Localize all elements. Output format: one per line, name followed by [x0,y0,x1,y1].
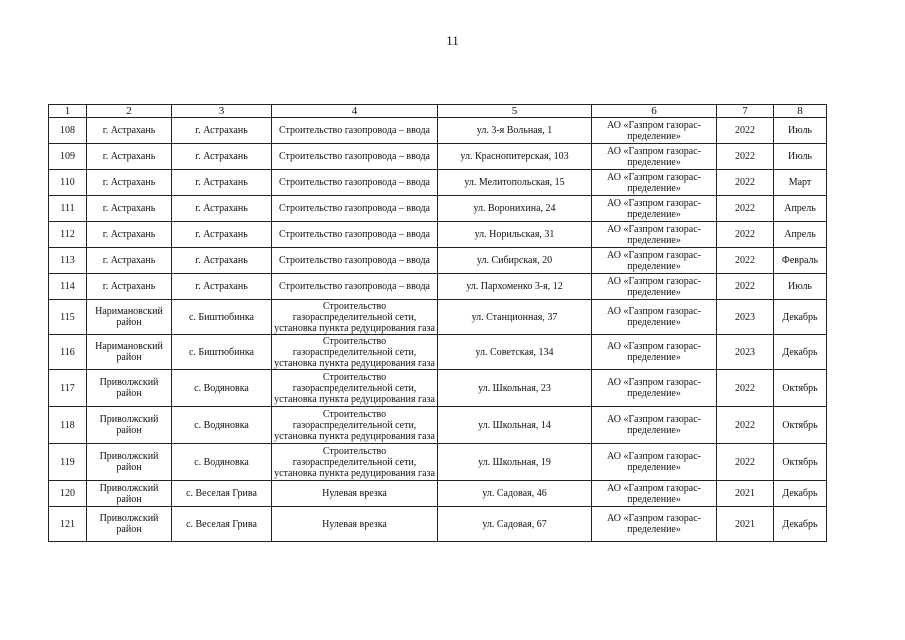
cell-work: Строительство газораспределительной сети, установка пункта редуцирования газа [272,335,438,370]
cell-number: 120 [49,481,87,507]
cell-address: ул. Воронихина, 24 [438,196,592,222]
table-row [49,170,827,196]
cell-month: Февраль [774,248,827,274]
cell-district: Приволжский район [87,481,172,507]
table-row [49,248,827,274]
cell-address: ул. Краснопитерская, 103 [438,144,592,170]
cell-locality: с. Водяновка [172,370,272,407]
cell-year: 2021 [717,481,774,507]
header-row [49,105,827,118]
cell-month: Март [774,170,827,196]
cell-work: Нулевая врезка [272,481,438,507]
cell-organization: АО «Газпром газорас-пределение» [592,300,717,335]
cell-work: Строительство газопровода – ввода [272,222,438,248]
cell-year: 2022 [717,248,774,274]
cell-address: ул. 3-я Вольная, 1 [438,118,592,144]
cell-address: ул. Садовая, 46 [438,481,592,507]
cell-year: 2023 [717,335,774,370]
cell-year: 2022 [717,118,774,144]
cell-number: 115 [49,300,87,335]
table-row [49,507,827,542]
cell-locality: с. Водяновка [172,407,272,444]
table-row [49,196,827,222]
cell-district: г. Астрахань [87,196,172,222]
cell-district: Приволжский район [87,370,172,407]
cell-organization: АО «Газпром газорас-пределение» [592,444,717,481]
cell-organization: АО «Газпром газорас-пределение» [592,507,717,542]
cell-number: 113 [49,248,87,274]
cell-locality: с. Биштюбинка [172,300,272,335]
cell-number: 119 [49,444,87,481]
cell-year: 2022 [717,274,774,300]
cell-address: ул. Садовая, 67 [438,507,592,542]
cell-work: Строительство газораспределительной сети, установка пункта редуцирования газа [272,407,438,444]
table-row [49,222,827,248]
cell-organization: АО «Газпром газорас-пределение» [592,481,717,507]
cell-address: ул. Школьная, 19 [438,444,592,481]
cell-month: Декабрь [774,481,827,507]
cell-organization: АО «Газпром газорас-пределение» [592,370,717,407]
cell-work: Строительство газопровода – ввода [272,274,438,300]
cell-locality: г. Астрахань [172,118,272,144]
cell-district: Приволжский район [87,444,172,481]
cell-month: Декабрь [774,300,827,335]
table-row [49,481,827,507]
cell-locality: г. Астрахань [172,144,272,170]
cell-month: Апрель [774,196,827,222]
cell-organization: АО «Газпром газорас-пределение» [592,248,717,274]
table-row [49,118,827,144]
cell-district: г. Астрахань [87,170,172,196]
cell-month: Апрель [774,222,827,248]
gasification-table [48,104,827,542]
cell-work: Строительство газопровода – ввода [272,248,438,274]
col-header: 5 [438,105,592,118]
cell-address: ул. Советская, 134 [438,335,592,370]
col-header: 8 [774,105,827,118]
cell-number: 118 [49,407,87,444]
cell-district: г. Астрахань [87,248,172,274]
cell-district: Наримановский район [87,335,172,370]
cell-address: ул. Станционная, 37 [438,300,592,335]
cell-month: Июль [774,118,827,144]
cell-number: 110 [49,170,87,196]
cell-locality: г. Астрахань [172,196,272,222]
cell-month: Декабрь [774,335,827,370]
cell-year: 2022 [717,144,774,170]
cell-locality: с. Веселая Грива [172,507,272,542]
cell-district: Приволжский район [87,407,172,444]
col-header: 2 [87,105,172,118]
cell-address: ул. Норильская, 31 [438,222,592,248]
cell-month: Июль [774,144,827,170]
cell-number: 108 [49,118,87,144]
table-row [49,335,827,370]
cell-district: г. Астрахань [87,222,172,248]
cell-district: Наримановский район [87,300,172,335]
cell-district: г. Астрахань [87,274,172,300]
cell-locality: с. Водяновка [172,444,272,481]
cell-number: 111 [49,196,87,222]
cell-organization: АО «Газпром газорас-пределение» [592,335,717,370]
cell-year: 2022 [717,407,774,444]
cell-year: 2023 [717,300,774,335]
cell-month: Декабрь [774,507,827,542]
cell-number: 121 [49,507,87,542]
cell-address: ул. Сибирская, 20 [438,248,592,274]
col-header: 6 [592,105,717,118]
cell-month: Июль [774,274,827,300]
cell-district: Приволжский район [87,507,172,542]
cell-month: Октябрь [774,444,827,481]
cell-work: Строительство газораспределительной сети, установка пункта редуцирования газа [272,370,438,407]
cell-organization: АО «Газпром газорас-пределение» [592,196,717,222]
cell-number: 117 [49,370,87,407]
cell-work: Строительство газопровода – ввода [272,170,438,196]
cell-year: 2022 [717,170,774,196]
cell-locality: г. Астрахань [172,222,272,248]
cell-year: 2022 [717,196,774,222]
cell-work: Строительство газопровода – ввода [272,196,438,222]
cell-number: 114 [49,274,87,300]
cell-locality: г. Астрахань [172,274,272,300]
table-row [49,370,827,407]
cell-address: ул. Школьная, 14 [438,407,592,444]
cell-work: Нулевая врезка [272,507,438,542]
cell-address: ул. Школьная, 23 [438,370,592,407]
cell-district: г. Астрахань [87,118,172,144]
table-row [49,407,827,444]
page-number: 11 [446,33,459,48]
table-row [49,300,827,335]
cell-work: Строительство газораспределительной сети, установка пункта редуцирования газа [272,300,438,335]
col-header: 4 [272,105,438,118]
cell-organization: АО «Газпром газорас-пределение» [592,118,717,144]
cell-work: Строительство газопровода – ввода [272,118,438,144]
table-row [49,444,827,481]
cell-organization: АО «Газпром газорас-пределение» [592,144,717,170]
cell-organization: АО «Газпром газорас-пределение» [592,407,717,444]
cell-year: 2022 [717,370,774,407]
cell-work: Строительство газопровода – ввода [272,144,438,170]
cell-address: ул. Мелитопольская, 15 [438,170,592,196]
cell-address: ул. Пархоменко 3-я, 12 [438,274,592,300]
cell-year: 2022 [717,444,774,481]
cell-month: Октябрь [774,407,827,444]
cell-year: 2021 [717,507,774,542]
cell-organization: АО «Газпром газорас-пределение» [592,170,717,196]
cell-number: 109 [49,144,87,170]
table-row [49,274,827,300]
cell-work: Строительство газораспределительной сети, установка пункта редуцирования газа [272,444,438,481]
cell-year: 2022 [717,222,774,248]
cell-locality: с. Биштюбинка [172,335,272,370]
cell-district: г. Астрахань [87,144,172,170]
cell-locality: с. Веселая Грива [172,481,272,507]
table-row [49,144,827,170]
cell-number: 116 [49,335,87,370]
cell-organization: АО «Газпром газорас-пределение» [592,274,717,300]
cell-locality: г. Астрахань [172,170,272,196]
cell-month: Октябрь [774,370,827,407]
col-header: 7 [717,105,774,118]
cell-number: 112 [49,222,87,248]
cell-locality: г. Астрахань [172,248,272,274]
col-header: 3 [172,105,272,118]
cell-organization: АО «Газпром газорас-пределение» [592,222,717,248]
col-header: 1 [49,105,87,118]
